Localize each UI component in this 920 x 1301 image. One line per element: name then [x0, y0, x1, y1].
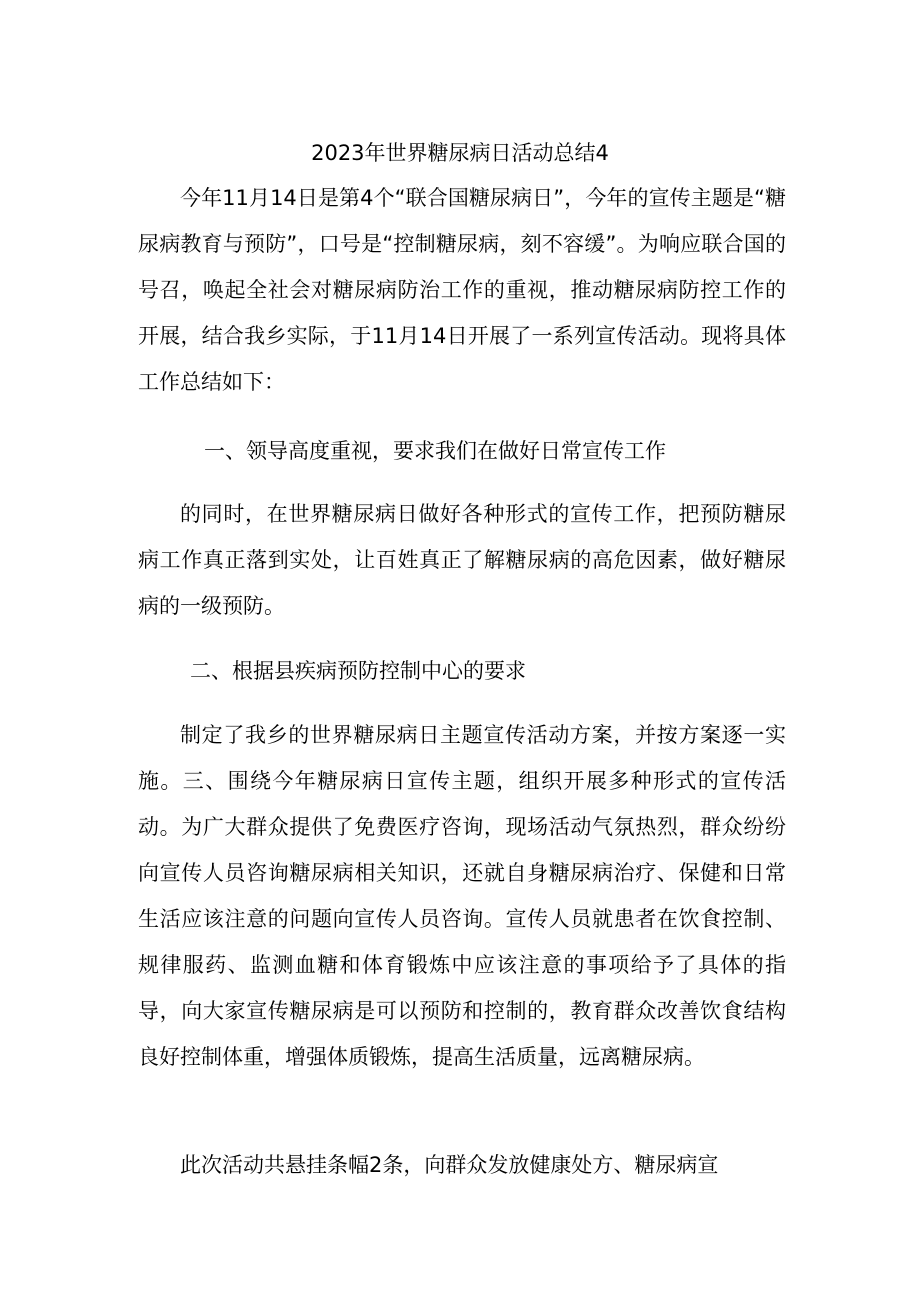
document-title: 2023年世界糖尿病日活动总结4 [311, 141, 609, 165]
section-heading-2: 二、根据县疾病预防控制中心的要求 [190, 659, 526, 683]
section-2-paragraph: 制定了我乡的世界糖尿病日主题宣传活动方案，并按方案逐一实施。三、围绕今年糖尿病日宣传主题，组织开展多种形式的宣传活动。为广大群众提供了免费医疗咨询，现场活动气氛热烈，群众纷纷向宣传人员咨询糖尿病相关知识，还就自身糖尿病治疗、保健和日常生活应该注意的问题向宣传人员咨询。宣传人员就患者在饮食控制、规律服药、监测血糖和体育锻炼中应该注意的事项给予了具体的指导，向大家宣传糖尿病是可以预防和控制的，教育群众改善饮食结构良好控制体重，增强体质锻炼，提高生活质量，远离糖尿病。 [138, 723, 786, 1069]
activity-summary-paragraph: 此次活动共悬挂条幅2条，向群众发放健康处方、糖尿病宣 [180, 1153, 719, 1177]
section-heading-1: 一、领导高度重视，要求我们在做好日常宣传工作 [204, 439, 666, 463]
intro-paragraph: 今年11月14日是第4个“联合国糖尿病日”，今年的宣传主题是“糖尿病教育与预防”，口号是“控制糖尿病，刻不容缓”。为响应联合国的号召，唤起全社会对糖尿病防治工作的重视，推动糖尿病防控工作的开展，结合我乡实际，于11月14日开展了一系列宣传活动。现将具体工作总结如下： [138, 186, 786, 394]
section-1-paragraph: 的同时，在世界糖尿病日做好各种形式的宣传工作，把预防糖尿病工作真正落到实处，让百姓真正了解糖尿病的高危因素，做好糖尿病的一级预防。 [138, 502, 786, 618]
